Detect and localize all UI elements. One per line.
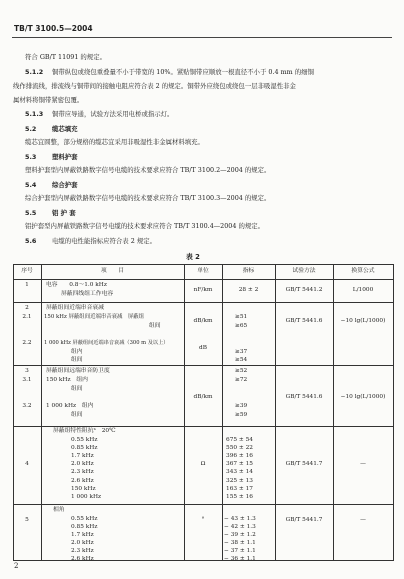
section-number-5-1-2: 5.1.2: [25, 68, 44, 76]
row4-unit: Ω: [200, 461, 206, 467]
row5-formula: —: [360, 517, 366, 523]
row2-seq-a: 2.1: [22, 314, 32, 320]
row3-seq: 3: [25, 368, 29, 374]
row2-item-150k: 150 kHz 屏蔽组间近端串音衰减 屏蔽组: [44, 314, 144, 320]
row3-index-4: ≥59: [235, 412, 248, 418]
row5-value: − 36 ± 1.1: [224, 556, 256, 562]
table-col-rule: [275, 264, 276, 560]
row5-method: GB/T 5441.7: [285, 517, 323, 523]
row5-unit: °: [201, 517, 205, 523]
page-number: 2: [14, 562, 19, 570]
row3-index-2: ≥72: [235, 377, 248, 383]
row2-item: 屏蔽组间近端串音衰减: [46, 305, 104, 311]
row5-seq: 5: [25, 517, 29, 523]
row3-method: GB/T 5441.6: [285, 394, 323, 400]
table-rule-row4: [13, 504, 394, 505]
row3-item-1000k: 1 000 kHz 组内: [46, 403, 94, 409]
row3-seq-b: 3.2: [22, 403, 32, 409]
row3-item-150k: 150 kHz 组内: [46, 377, 88, 383]
section-number-5-2: 5.2: [25, 125, 37, 133]
header-rule: [12, 37, 392, 38]
row2-item-1000k-intra: 组内: [71, 349, 83, 355]
section-title-5-5: 铝 护 套: [52, 209, 76, 217]
row2-method: GB/T 5441.6: [285, 318, 323, 324]
row5-frequency: 1.7 kHz: [71, 532, 94, 538]
header-seq: 序号: [21, 268, 33, 274]
row4-frequency: 1 000 kHz: [71, 493, 102, 500]
row4-formula: —: [360, 461, 366, 467]
row5-frequency: 0.55 kHz: [71, 516, 98, 522]
row3-unit: dB/km: [193, 394, 213, 400]
row4-seq: 4: [25, 461, 29, 467]
row5-frequency: 0.85 kHz: [71, 524, 98, 530]
row4-value: 367 ± 15: [226, 461, 253, 468]
row4-value: 343 ± 14: [226, 469, 253, 476]
row2-item-1000k-inter: 组间: [71, 357, 83, 363]
spec-table: [13, 264, 394, 560]
section-number-5-6: 5.6: [25, 237, 37, 245]
row3-index-1: ≥52: [235, 368, 248, 374]
row4-value: 163 ± 17: [226, 485, 253, 492]
section-text-5-1-2-cont: 线作排流线，排流线与铜带间的接触电阻应符合表 2 的规定。铜带外应绕包或绕包一层非吸湿性非金: [13, 82, 296, 90]
row4-frequency: 0.85 kHz: [71, 445, 98, 452]
row3-item-150k-inter: 组间: [71, 386, 83, 392]
row2-item-150k-inter: 组间: [149, 323, 161, 329]
section-text-5-1-3: 铜带应导通，试验方法采用电桥或指示灯。: [52, 110, 174, 118]
table-rule-row3: [13, 426, 394, 427]
row1-seq: 1: [25, 282, 29, 288]
row4-frequency: 2.3 kHz: [71, 469, 94, 476]
row5-value: − 43 ± 1.3: [224, 516, 256, 522]
header-unit: 单位: [197, 268, 209, 274]
paragraph-line: 符合 GB/T 11091 的规定。: [25, 53, 106, 61]
section-text-5-1-2-cont2: 属材料将铜带紧密包覆。: [13, 96, 84, 104]
row4-value: 325 ± 13: [226, 477, 253, 484]
section-number-5-4: 5.4: [25, 181, 37, 189]
table-rule-row1: [13, 302, 394, 303]
row1-item-sub: 屏蔽四线组工作电容: [61, 291, 114, 297]
row2-index-3: ≥37: [235, 349, 248, 355]
table-col-rule: [41, 264, 42, 560]
row5-value: − 39 ± 1.2: [224, 532, 256, 538]
header-method: 试验方法: [292, 268, 316, 274]
section-text-5-5: 铝护套型内屏蔽铁路数字信号电缆的技术要求应符合 TB/T 3100.4—2004 的规定。: [25, 222, 265, 230]
row3-formula: −10 lg(L/1000): [340, 394, 386, 400]
table-rule-row2: [13, 365, 394, 366]
row5-value: − 42 ± 1.3: [224, 524, 256, 530]
section-text-5-3: 塑料护套型内屏蔽铁路数字信号电缆的技术要求应符合 TB/T 3100.2—2004 的规定。: [25, 166, 271, 174]
table-col-rule: [393, 264, 394, 560]
section-text-5-1-2: 铜带纵包或绕包重叠量不小于带宽的 10%。紧贴铜带应顺放一根直径不小于 0.4 mm 的细铜: [52, 68, 314, 76]
row1-item: 电容 0.8～1.0 kHz: [46, 282, 107, 288]
row4-value: 396 ± 16: [226, 453, 253, 460]
row4-frequency: 1.7 kHz: [71, 453, 94, 460]
section-text-5-6: 电缆的电性能指标应符合表 2 规定。: [52, 237, 156, 245]
section-text-5-2: 缆芯宜圆整，部分规格的缆芯宜采用非吸湿性非金属材料填充。: [25, 138, 204, 146]
table-title: 表 2: [186, 253, 200, 261]
row1-method: GB/T 5441.2: [285, 287, 323, 293]
section-title-5-2: 缆芯填充: [52, 125, 78, 133]
table-col-rule: [333, 264, 334, 560]
table-col-rule: [222, 264, 223, 560]
row5-value: − 37 ± 1.1: [224, 548, 256, 554]
row5-frequency: 2.6 kHz: [71, 556, 94, 562]
row2-unit-a: dB/km: [193, 318, 213, 324]
row4-method: GB/T 5441.7: [285, 461, 323, 467]
header-index: 指标: [242, 268, 255, 274]
section-number-5-3: 5.3: [25, 153, 37, 161]
section-title-5-4: 综合护套: [52, 181, 78, 189]
row4-value: 155 ± 16: [226, 493, 253, 500]
row2-unit-b: dB: [199, 345, 207, 351]
table-rule-top: [13, 264, 394, 265]
section-number-5-1-3: 5.1.3: [25, 110, 44, 118]
row3-seq-a: 3.1: [22, 377, 32, 383]
row4-value: 550 ± 22: [226, 445, 253, 452]
row3-item-1000k-inter: 组间: [71, 412, 83, 418]
row2-formula: −10 lg(L/1000): [340, 318, 386, 324]
table-rule-header: [13, 279, 394, 280]
row3-item: 屏蔽组间远端串音防卫度: [46, 368, 110, 374]
section-text-5-4: 综合护套型内屏蔽铁路数字信号电缆的技术要求应符合 TB/T 3100.3—2004 的规定。: [25, 194, 271, 202]
row4-frequency: 2.0 kHz: [71, 461, 94, 468]
row4-title: 屏蔽组特性阻抗ᵇ 20℃: [53, 428, 116, 434]
row4-frequency: 150 kHz: [71, 485, 96, 492]
row1-unit: nF/km: [193, 287, 213, 293]
document-code: TB/T 3100.5—2004: [14, 24, 93, 33]
row5-title: 相角: [53, 507, 65, 513]
row5-frequency: 2.3 kHz: [71, 548, 94, 554]
row4-frequency: 2.6 kHz: [71, 477, 94, 484]
section-title-5-3: 塑料护套: [52, 153, 78, 161]
row2-seq: 2: [25, 305, 29, 311]
row1-index: 28 ± 2: [238, 287, 259, 293]
row2-index-1: ≥51: [235, 314, 248, 320]
header-item: 项 目: [100, 268, 125, 274]
row5-frequency: 2.0 kHz: [71, 540, 94, 546]
row1-formula: L/1000: [352, 287, 374, 293]
row2-index-2: ≥65: [235, 323, 248, 329]
row2-item-1000k: 1 000 kHz 屏蔽组间近端串音衰减（300 m 及以上）: [44, 340, 169, 346]
row4-value: 675 ± 54: [226, 437, 253, 443]
row4-frequency: 0.55 kHz: [71, 437, 98, 443]
section-number-5-5: 5.5: [25, 209, 37, 217]
row5-value: − 38 ± 1.1: [224, 540, 256, 546]
header-formula: 换算公式: [351, 268, 375, 274]
row2-index-4: ≥54: [235, 357, 248, 363]
table-col-rule: [184, 264, 185, 560]
row2-seq-b: 2.2: [22, 340, 32, 346]
row3-index-3: ≥39: [235, 403, 248, 409]
